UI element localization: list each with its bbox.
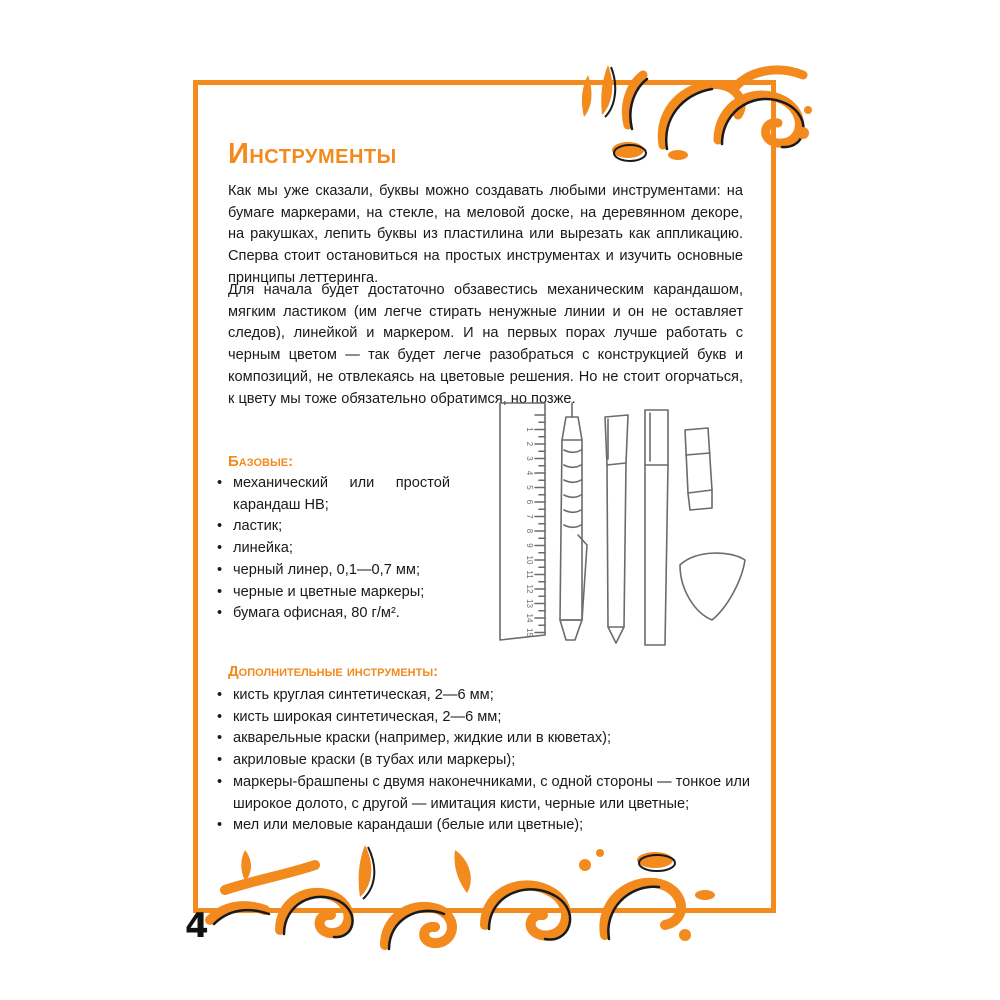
top-ornament bbox=[568, 45, 818, 165]
list-item: • кисть круглая синтетическая, 2—6 мм; bbox=[214, 685, 774, 707]
ruler-number: 15 bbox=[525, 628, 534, 637]
ruler-number: 7 bbox=[525, 514, 534, 519]
ruler-number: 6 bbox=[525, 499, 534, 505]
second-paragraph: Для начала будет достаточно обзавестись механическим карандашом, мягким ластиком (им легче стирать ненужные линии и он не оставляет следов), линейкой и маркером. И на первых порах лучше работать с черным цветом — так будет легче разобраться с конструкцией букв и композиций, не отвлекаясь на цветовые решения. Но не стоит огорчаться, к цвету мы тоже обязательно обратимся, но позже. bbox=[228, 282, 743, 407]
ruler-number: 13 bbox=[525, 599, 534, 608]
ruler-outline bbox=[500, 403, 545, 640]
ruler-number: 8 bbox=[525, 528, 534, 534]
list-item: • маркеры-брашпены с двумя наконечниками, с одной стороны — тонкое или широкое долото, с другой — имитация кисти, черные или цветные; bbox=[214, 772, 774, 815]
ruler-number: 3 bbox=[525, 456, 534, 461]
basic-tools-list bbox=[214, 473, 450, 625]
page-title: Инструменты bbox=[228, 138, 397, 170]
list-item: • черные и цветные маркеры; bbox=[214, 582, 450, 604]
list-item: • акриловые краски (в тубах или маркеры); bbox=[214, 750, 774, 772]
list-item: • черный линер, 0,1—0,7 мм; bbox=[214, 560, 450, 582]
list-item: • кисть широкая синтетическая, 2—6 мм; bbox=[214, 707, 774, 729]
ruler-number: 2 bbox=[525, 441, 534, 447]
eraser-icon bbox=[685, 428, 712, 510]
basic-tools-heading: Базовые: bbox=[228, 453, 294, 470]
marker-icon bbox=[605, 415, 628, 643]
ruler-number: 10 bbox=[525, 555, 534, 565]
ruler-number: 12 bbox=[525, 584, 534, 594]
ruler-number: 1 bbox=[525, 427, 534, 432]
list-item: • бумага офисная, 80 г/м². bbox=[214, 603, 450, 625]
ruler-number: 9 bbox=[525, 543, 534, 548]
additional-tools-list bbox=[214, 685, 774, 837]
page-number: 4 bbox=[185, 906, 209, 946]
tools-illustration bbox=[490, 395, 750, 655]
ruler-number: 5 bbox=[525, 485, 534, 490]
list-item: • акварельные краски (например, жидкие или в кюветах); bbox=[214, 728, 774, 750]
ruler-number: 14 bbox=[525, 613, 534, 623]
list-item: • механический или простой карандаш HB; bbox=[214, 473, 450, 516]
list-item: • линейка; bbox=[214, 538, 450, 560]
ruler-ticks bbox=[535, 415, 545, 633]
triangle-eraser-icon bbox=[680, 553, 745, 620]
mechanical-pencil-icon bbox=[560, 403, 587, 640]
ruler-number: 11 bbox=[525, 570, 534, 579]
ruler-number: 4 bbox=[525, 470, 534, 476]
list-item: • ластик; bbox=[214, 516, 450, 538]
list-item: • мел или меловые карандаши (белые или цветные); bbox=[214, 815, 774, 837]
additional-tools-heading: Дополнительные инструменты: bbox=[228, 663, 439, 680]
ruler-numbers bbox=[525, 427, 534, 637]
liner-icon bbox=[645, 410, 668, 645]
bottom-ornament bbox=[185, 835, 725, 955]
intro-paragraph: Как мы уже сказали, буквы можно создавать любыми инструментами: на бумаге маркерами, на стекле, на меловой доске, на деревянном декоре, на ракушках, лепить буквы из пластилина или вырезать как аппликацию. Сперва стоит остановиться на простых инструментах и изучить основные принципы леттеринга. bbox=[228, 183, 743, 286]
